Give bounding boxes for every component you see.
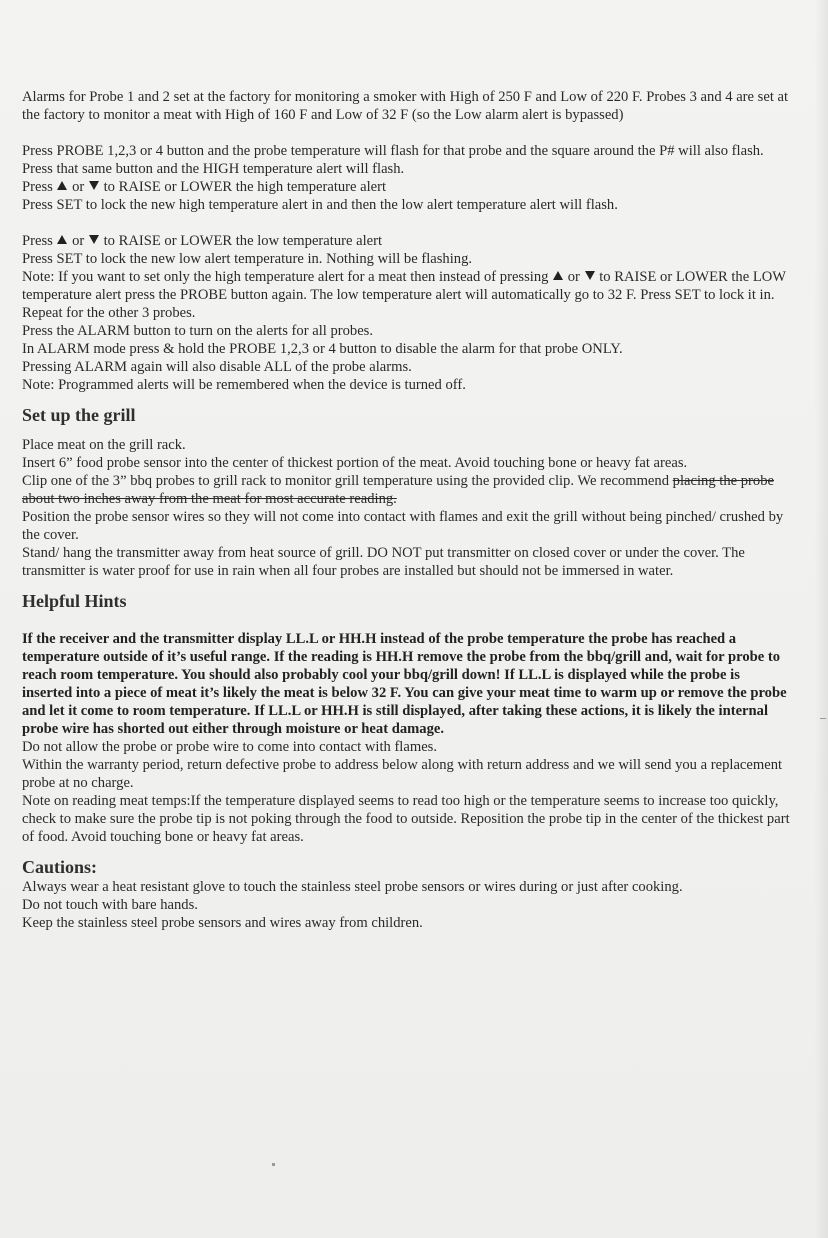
low-step-4: Press the ALARM button to turn on the alerts for all probes. xyxy=(22,323,374,339)
down-arrow-icon xyxy=(89,181,99,190)
cautions-heading: Cautions: xyxy=(22,857,98,877)
scan-edge-shadow xyxy=(814,0,828,1238)
scan-speck xyxy=(820,718,826,719)
up-arrow-icon xyxy=(57,235,67,244)
low-step-1 xyxy=(22,232,790,250)
scan-speck xyxy=(272,1163,275,1166)
setup-line-3 xyxy=(22,472,790,508)
hints-heading: Helpful Hints xyxy=(22,591,127,611)
high-step-4: Press SET to lock the new high temperature alert in and then the low alert temperature alert will flash. xyxy=(22,197,618,213)
setup-line-1: Place meat on the grill rack. xyxy=(22,437,186,453)
down-arrow-icon xyxy=(89,235,99,244)
low-step-3: Repeat for the other 3 probes. xyxy=(22,305,196,321)
low-note-1-or: or xyxy=(567,269,580,285)
up-arrow-icon xyxy=(57,181,67,190)
hints-line-2: Within the warranty period, return defective probe to address below along with return address and we will send you a replacement probe at no charge. xyxy=(22,757,783,791)
setup-line-2: Insert 6” food probe sensor into the center of thickest portion of the meat. Avoid touching bone or heavy fat areas. xyxy=(22,455,688,471)
high-step-2: Press that same button and the HIGH temperature alert will flash. xyxy=(22,161,405,177)
spacer xyxy=(22,612,790,630)
low-step-7: Note: Programmed alerts will be remembered when the device is turned off. xyxy=(22,377,466,393)
high-step-3-prefix: Press xyxy=(22,179,53,195)
cautions-line-1: Always wear a heat resistant glove to touch the stainless steel probe sensors or wires during or just after cooking. xyxy=(22,879,683,895)
setup-line-3-b-struck: placing the probe about two inches away from the meat for most accurate reading. xyxy=(22,473,774,507)
spacer xyxy=(22,580,790,590)
spacer xyxy=(22,426,790,436)
spacer xyxy=(22,214,790,232)
cautions-line-2: Do not touch with bare hands. xyxy=(22,897,198,913)
high-step-3-or: or xyxy=(72,179,85,195)
spacer xyxy=(22,846,790,856)
high-step-3 xyxy=(22,178,790,196)
high-step-1: Press PROBE 1,2,3 or 4 button and the probe temperature will flash for that probe and the square around the P# will also flash. xyxy=(22,143,764,159)
low-step-2: Press SET to lock the new low alert temperature in. Nothing will be flashing. xyxy=(22,251,473,267)
up-arrow-icon xyxy=(553,271,563,280)
hints-line-1: Do not allow the probe or probe wire to come into contact with flames. xyxy=(22,739,437,755)
setup-line-5: Stand/ hang the transmitter away from heat source of grill. DO NOT put transmitter on closed cover or under the cover. The transmitter is water proof for use in rain when all four probes are installed but should not be immersed in water. xyxy=(22,545,745,579)
hints-bold-paragraph: If the receiver and the transmitter display LL.L or HH.H instead of the probe temperature the probe has reached a temperature outside of it’s useful range. If the reading is HH.H remove the probe from the bbq/grill and, wait for probe to reach room temperature. You should also probably cool your bbq/grill down! If LL.L is displayed while the probe is inserted into a piece of meat it’s likely the meat is below 32 F. You can give your meat time to warm up or remove the probe and let it come to room temperature. If LL.L or HH.H is still displayed, after taking these actions, it is likely the internal probe wire has shorted out either through moisture or heat damage. xyxy=(22,631,787,737)
spacer xyxy=(22,124,790,142)
low-step-1-suffix: to RAISE or LOWER the low temperature alert xyxy=(103,233,383,249)
high-step-3-suffix: to RAISE or LOWER the high temperature alert xyxy=(103,179,387,195)
low-step-5: In ALARM mode press & hold the PROBE 1,2,3 or 4 button to disable the alarm for that probe ONLY. xyxy=(22,341,623,357)
hints-line-3: Note on reading meat temps:If the temperature displayed seems to read too high or the temperature seems to increase too quickly, check to make sure the probe tip is not poking through the food to outside. Reposition the probe tip in the center of the thickest part of food. Avoid touching bone or heavy fat areas. xyxy=(22,793,790,845)
cautions-line-3: Keep the stainless steel probe sensors and wires away from children. xyxy=(22,915,423,931)
low-step-1-or: or xyxy=(72,233,85,249)
document-body xyxy=(22,88,790,932)
low-note-1 xyxy=(22,268,790,304)
down-arrow-icon xyxy=(585,271,595,280)
setup-line-3-a: Clip one of the 3” bbq probes to grill rack to monitor grill temperature using the provided clip. We recommend xyxy=(22,473,670,489)
setup-line-4: Position the probe sensor wires so they will not come into contact with flames and exit the grill without being pinched/ crushed by the cover. xyxy=(22,509,784,543)
spacer xyxy=(22,394,790,404)
intro-alarms: Alarms for Probe 1 and 2 set at the factory for monitoring a smoker with High of 250 F and Low of 220 F. Probes 3 and 4 are set at the factory to monitor a meat with High of 160 F and Low of 32 F (so the Low alarm alert is bypassed) xyxy=(22,89,789,123)
low-step-1-prefix: Press xyxy=(22,233,53,249)
low-note-1-suffix: to RAISE or LOWER the LOW temperature alert press the PROBE button again. The low temperature alert will automatically go to 32 F. Press SET to lock it in. xyxy=(22,269,786,303)
setup-heading: Set up the grill xyxy=(22,405,136,425)
low-note-1-prefix: Note: If you want to set only the high temperature alert for a meat then instead of pressing xyxy=(22,269,549,285)
low-step-6: Pressing ALARM again will also disable ALL of the probe alarms. xyxy=(22,359,412,375)
